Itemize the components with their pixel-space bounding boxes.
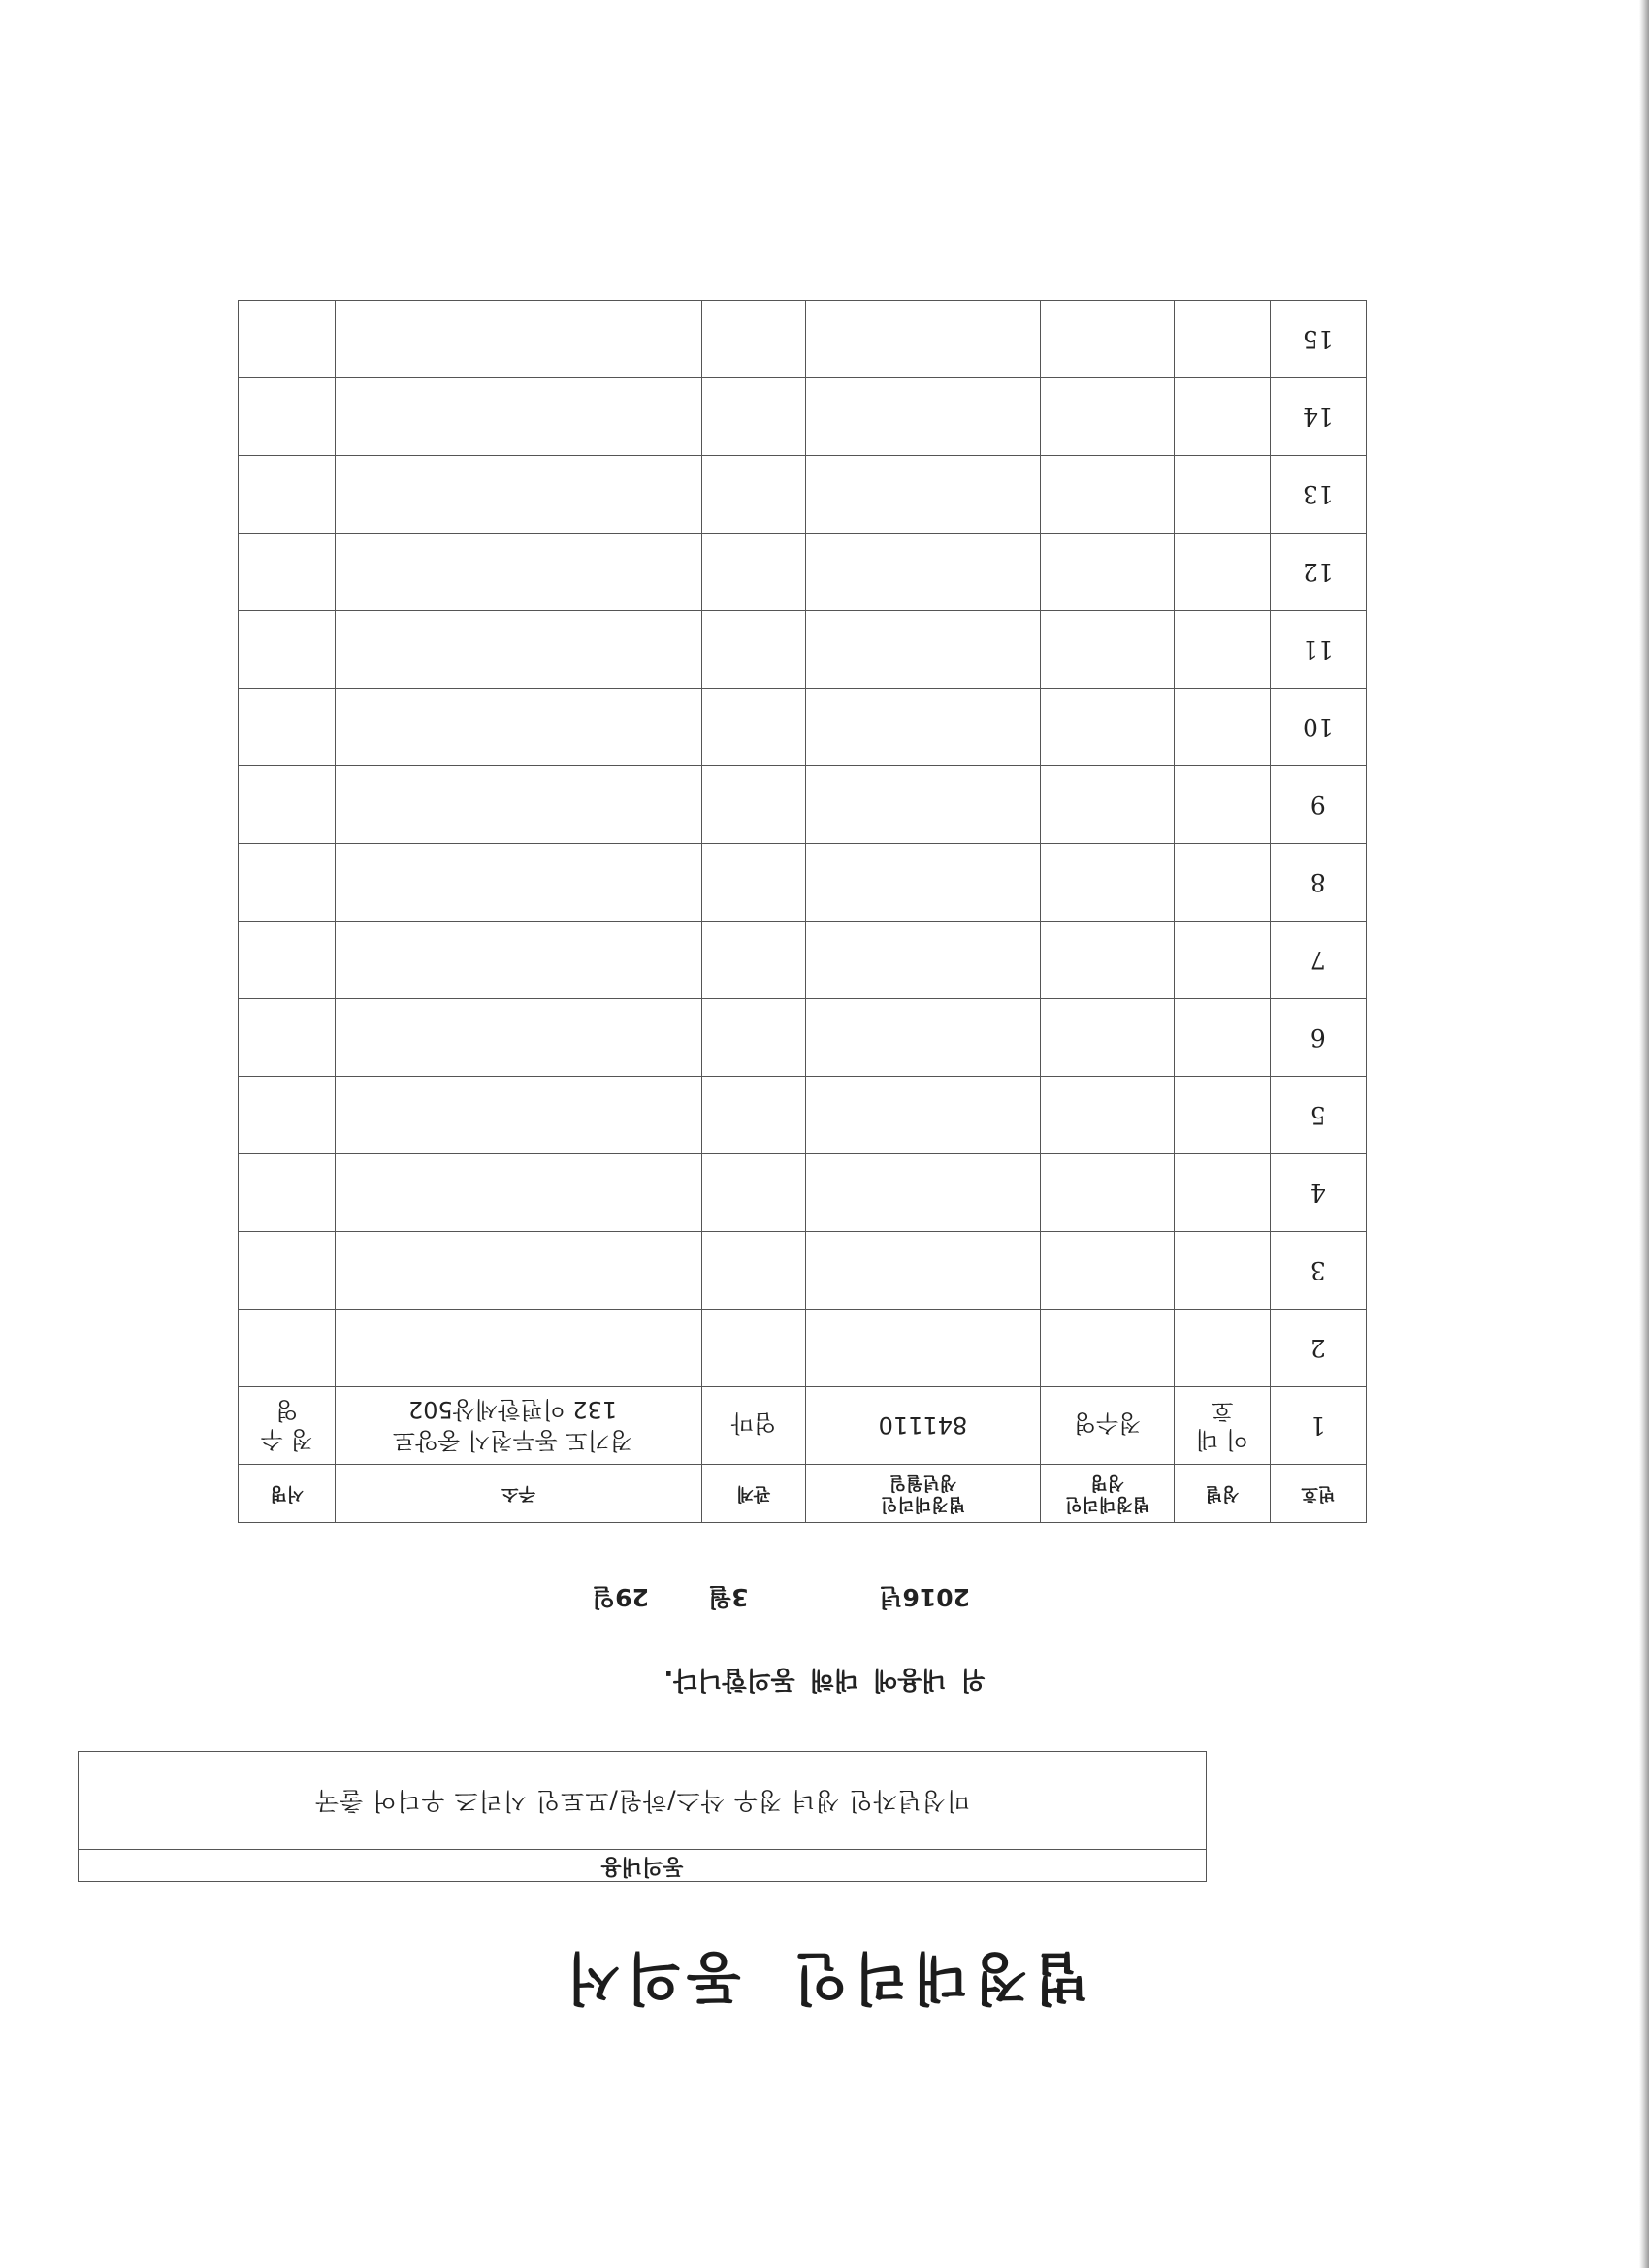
cell-guardian-birth (806, 378, 1041, 456)
cell-signature (239, 1232, 336, 1310)
cell-guardian-name (1040, 689, 1174, 766)
cell-property (1175, 378, 1270, 456)
cell-relation (701, 456, 805, 534)
cell-signature (239, 301, 336, 378)
cell-property (1175, 611, 1270, 689)
cell-relation (701, 766, 805, 844)
cell-guardian-name (1040, 534, 1174, 611)
header-guardian-name: 법정대리인 성명 (1040, 1465, 1174, 1523)
cell-no: 8 (1270, 844, 1366, 922)
header-relation: 관계 (701, 1465, 805, 1523)
cell-guardian-name (1040, 844, 1174, 922)
cell-signature (239, 534, 336, 611)
table-row (239, 922, 1367, 999)
consent-content-box (78, 1751, 1207, 1882)
cell-guardian-name (1040, 301, 1174, 378)
cell-no: 3 (1270, 1232, 1366, 1310)
cell-no: 12 (1270, 534, 1366, 611)
cell-guardian-birth (806, 689, 1041, 766)
cell-signature (239, 766, 336, 844)
cell-address (336, 999, 701, 1077)
cell-address (336, 1310, 701, 1387)
cell-guardian-name (1040, 1154, 1174, 1232)
cell-no: 6 (1270, 999, 1366, 1077)
cell-signature (239, 999, 336, 1077)
cell-address (336, 534, 701, 611)
cell-signature (239, 1310, 336, 1387)
consent-body-text: 미성년자인 생녀 정우 삭스/하원/모토인 시리즈 우디어 출국 (313, 1787, 971, 1815)
cell-property (1175, 844, 1270, 922)
cell-address (336, 1077, 701, 1154)
header-guardian-birth: 법정대리인 생년월일 (806, 1465, 1041, 1523)
cell-guardian-name (1040, 456, 1174, 534)
guardian-consent-table (238, 300, 1367, 1523)
cell-relation (701, 999, 805, 1077)
table-row (239, 456, 1367, 534)
table-row (239, 301, 1367, 378)
cell-guardian-birth (806, 611, 1041, 689)
cell-relation: 엄마 (701, 1387, 805, 1465)
cell-property: 이 대 호 (1175, 1387, 1270, 1465)
cell-signature (239, 844, 336, 922)
cell-signature (239, 378, 336, 456)
table-body (239, 301, 1367, 1465)
cell-property (1175, 301, 1270, 378)
cell-address (336, 301, 701, 378)
cell-relation (701, 1232, 805, 1310)
header-no: 번호 (1270, 1465, 1366, 1523)
cell-guardian-birth (806, 301, 1041, 378)
cell-no: 14 (1270, 378, 1366, 456)
cell-property (1175, 1232, 1270, 1310)
table-header-row (239, 1465, 1367, 1523)
cell-address (336, 922, 701, 999)
signing-date (592, 1581, 970, 1616)
cell-guardian-birth (806, 1232, 1041, 1310)
cell-address (336, 611, 701, 689)
cell-property (1175, 766, 1270, 844)
header-address: 주소 (336, 1465, 701, 1523)
cell-guardian-birth (806, 1310, 1041, 1387)
agreement-statement: 위 내용에 대해 동의합니다. (663, 1665, 986, 1694)
cell-no: 7 (1270, 922, 1366, 999)
cell-guardian-name (1040, 1232, 1174, 1310)
table-row (239, 1232, 1367, 1310)
table-row (239, 534, 1367, 611)
table-row (239, 1077, 1367, 1154)
cell-signature (239, 689, 336, 766)
cell-no: 1 (1270, 1387, 1366, 1465)
date-month: 3월 (708, 1583, 749, 1611)
cell-property (1175, 534, 1270, 611)
cell-guardian-name (1040, 1077, 1174, 1154)
cell-guardian-birth (806, 1077, 1041, 1154)
cell-guardian-birth (806, 1154, 1041, 1232)
cell-property (1175, 1310, 1270, 1387)
cell-relation (701, 1310, 805, 1387)
table-row (239, 1310, 1367, 1387)
cell-no: 4 (1270, 1154, 1366, 1232)
cell-guardian-birth (806, 922, 1041, 999)
consent-header: 동의내용 (79, 1849, 1206, 1881)
table-row (239, 378, 1367, 456)
cell-relation (701, 534, 805, 611)
cell-address (336, 1232, 701, 1310)
cell-guardian-name (1040, 1310, 1174, 1387)
cell-address (336, 1154, 701, 1232)
cell-relation (701, 378, 805, 456)
cell-relation (701, 1077, 805, 1154)
document-title: 법정대리인 동의서 (560, 1945, 1089, 2011)
cell-property (1175, 922, 1270, 999)
table-row (239, 689, 1367, 766)
date-year: 2016년 (879, 1583, 970, 1611)
cell-guardian-name: 정수영 (1040, 1387, 1174, 1465)
cell-signature (239, 1077, 336, 1154)
cell-guardian-name (1040, 766, 1174, 844)
header-property: 성별 (1175, 1465, 1270, 1523)
cell-no: 13 (1270, 456, 1366, 534)
cell-address (336, 456, 701, 534)
cell-address (336, 844, 701, 922)
cell-property (1175, 1154, 1270, 1232)
cell-address (336, 766, 701, 844)
scan-edge-shadow (1639, 0, 1649, 2268)
cell-no: 10 (1270, 689, 1366, 766)
cell-no: 11 (1270, 611, 1366, 689)
cell-guardian-birth (806, 534, 1041, 611)
table-row (239, 999, 1367, 1077)
cell-guardian-birth: 841110 (806, 1387, 1041, 1465)
cell-property (1175, 456, 1270, 534)
cell-property (1175, 1077, 1270, 1154)
table-row (239, 1154, 1367, 1232)
cell-address (336, 378, 701, 456)
cell-signature (239, 1154, 336, 1232)
cell-no: 2 (1270, 1310, 1366, 1387)
cell-property (1175, 999, 1270, 1077)
cell-guardian-birth (806, 844, 1041, 922)
cell-no: 15 (1270, 301, 1366, 378)
cell-guardian-name (1040, 378, 1174, 456)
cell-relation (701, 1154, 805, 1232)
cell-guardian-name (1040, 922, 1174, 999)
cell-guardian-birth (806, 999, 1041, 1077)
cell-relation (701, 689, 805, 766)
cell-relation (701, 844, 805, 922)
cell-relation (701, 301, 805, 378)
date-day: 29일 (592, 1583, 649, 1611)
cell-guardian-name (1040, 999, 1174, 1077)
cell-guardian-name (1040, 611, 1174, 689)
table-row (239, 1387, 1367, 1465)
cell-property (1175, 689, 1270, 766)
table-row (239, 766, 1367, 844)
cell-relation (701, 922, 805, 999)
cell-signature (239, 922, 336, 999)
cell-signature (239, 456, 336, 534)
cell-signature (239, 611, 336, 689)
cell-no: 5 (1270, 1077, 1366, 1154)
table-row (239, 611, 1367, 689)
table-row (239, 844, 1367, 922)
cell-no: 9 (1270, 766, 1366, 844)
cell-guardian-birth (806, 456, 1041, 534)
cell-address: 경기도 동두천시 중앙로 132 이편한세상502 (336, 1387, 701, 1465)
cell-address (336, 689, 701, 766)
cell-signature: 정 수 영 (239, 1387, 336, 1465)
cell-guardian-birth (806, 766, 1041, 844)
header-signature: 서명 (239, 1465, 336, 1523)
cell-relation (701, 611, 805, 689)
